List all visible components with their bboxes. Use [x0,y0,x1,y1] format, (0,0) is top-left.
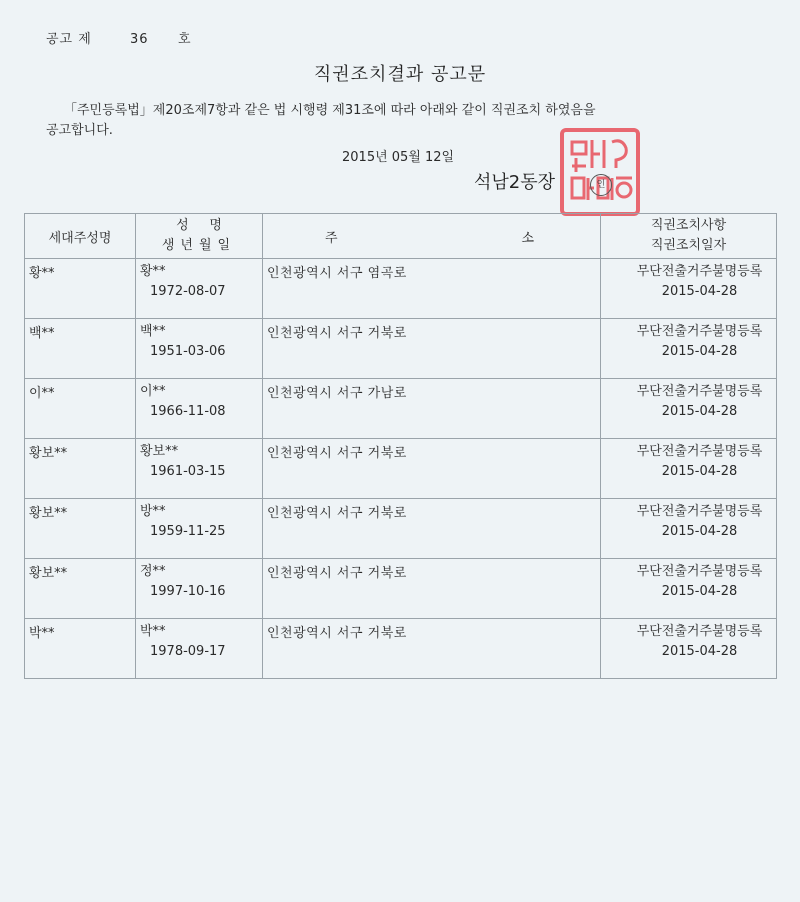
cell-householder: 황보** [25,559,136,619]
header-name-dob [136,214,263,259]
header-action-date: 직권조치일자 [650,238,727,253]
header-address [263,214,601,259]
cell-name: 백** [140,324,166,339]
notice-body-line2: 공고합니다. [46,123,113,138]
cell-name-dob [136,619,263,679]
cell-action [601,319,777,379]
cell-address: 인천광역시 서구 거북로 [263,499,601,559]
cell-name: 정** [140,564,166,579]
table-body [25,259,777,679]
office-name: 석남2동장 [474,172,556,193]
cell-name-dob [136,499,263,559]
cell-action-type: 무단전출거주불명등록 [636,564,763,579]
cell-householder: 박** [25,619,136,679]
cell-action-type: 무단전출거주불명등록 [636,444,763,459]
header-address-b: 소 [521,231,534,246]
cell-name: 방** [140,504,166,519]
cell-name: 황** [140,264,166,279]
page-title: 직권조치결과 공고문 [313,64,487,85]
cell-action-date: 2015-04-28 [661,464,738,479]
cell-name-dob [136,259,263,319]
cell-dob: 1966-11-08 [150,404,226,419]
cell-address: 인천광역시 서구 거북로 [263,619,601,679]
official-stamp [560,128,640,216]
table-row [25,499,777,559]
header-address-a: 주 [325,231,338,246]
table-row [25,559,777,619]
table-header-row [25,214,777,259]
cell-action-type: 무단전출거주불명등록 [636,384,763,399]
cell-householder: 이** [25,379,136,439]
notice-date: 2015년 05월 12일 [342,150,455,165]
cell-name-dob [136,559,263,619]
table-row [25,379,777,439]
header-dob: 생년월일 [161,238,237,253]
seal-mark: 인 [590,174,612,196]
header-action-type: 직권조치사항 [650,218,727,233]
cell-action-date: 2015-04-28 [661,404,738,419]
cell-action [601,259,777,319]
cell-householder: 황** [25,259,136,319]
cell-action-date: 2015-04-28 [661,284,738,299]
cell-name: 이** [140,384,166,399]
notice-body-line1: 「주민등록법」제20조제7항과 같은 법 시행령 제31조에 따라 아래와 같이 직권조치 하였음을 [64,103,596,118]
header-name: 성 명 [176,218,222,233]
cell-action-date: 2015-04-28 [661,644,738,659]
notice-number [46,28,192,47]
cell-dob: 1978-09-17 [150,644,226,659]
table-row [25,619,777,679]
cell-action-date: 2015-04-28 [661,584,738,599]
cell-name-dob [136,319,263,379]
cell-address: 인천광역시 서구 거북로 [263,319,601,379]
cell-action [601,559,777,619]
cell-householder: 황보** [25,439,136,499]
cell-action-type: 무단전출거주불명등록 [636,504,763,519]
cell-dob: 1997-10-16 [150,584,226,599]
cell-householder: 황보** [25,499,136,559]
table-row [25,259,777,319]
cell-address: 인천광역시 서구 거북로 [263,559,601,619]
cell-action [601,379,777,439]
cell-dob: 1959-11-25 [150,524,226,539]
cell-dob: 1951-03-06 [150,344,226,359]
notice-number-label: 공고 제 [46,32,92,47]
cell-action-type: 무단전출거주불명등록 [636,624,763,639]
table-row [25,439,777,499]
cell-address: 인천광역시 서구 염곡로 [263,259,601,319]
records-table [24,213,777,679]
cell-action-date: 2015-04-28 [661,344,738,359]
cell-address: 인천광역시 서구 가남로 [263,379,601,439]
cell-name-dob [136,379,263,439]
cell-name: 박** [140,624,166,639]
cell-householder: 백** [25,319,136,379]
header-action [601,214,777,259]
cell-action-type: 무단전출거주불명등록 [636,264,763,279]
cell-address: 인천광역시 서구 거북로 [263,439,601,499]
cell-action [601,439,777,499]
cell-action [601,499,777,559]
header-householder: 세대주성명 [25,214,136,259]
cell-action-type: 무단전출거주불명등록 [636,324,763,339]
notice-number-value: 36 [130,32,149,47]
cell-dob: 1961-03-15 [150,464,226,479]
cell-dob: 1972-08-07 [150,284,226,299]
cell-name: 황보** [140,444,179,459]
table-row [25,319,777,379]
cell-action-date: 2015-04-28 [661,524,738,539]
notice-number-suffix: 호 [178,32,192,47]
cell-name-dob [136,439,263,499]
cell-action [601,619,777,679]
